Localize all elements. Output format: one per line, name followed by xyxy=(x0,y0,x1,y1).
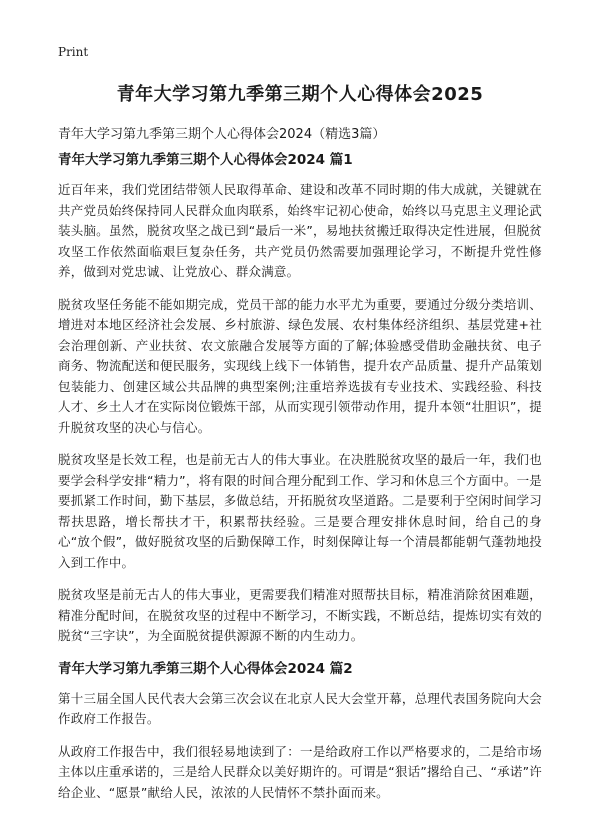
paragraph: 近百年来，我们党团结带领人民取得革命、建设和改革不同时期的伟大成就，关键就在共产党员始终保持同人民群众血肉联系，始终牢记初心使命，始终以马克思主义理论武装头脑。虽然，脱贫攻坚之战已到“最后一米”，易地扶贫搬迁取得决定性进展，但脱贫攻坚工作依然面临艰巨复杂任务，共产党员仍然需要加强理论学习，不断提升党性修养，做到对党忠诚、让党放心、群众满意。 xyxy=(58,182,542,279)
paragraph: 脱贫攻坚是长效工程，也是前无古人的伟大事业。在决胜脱贫攻坚的最后一年，我们也要学会科学安排“精力”，将有限的时间合理分配到工作、学习和休息三个方面中。一是要抓紧工作时间，勤下基层，多做总结，开拓脱贫攻坚道路。二是要利于空闲时间学习帮扶思路，增长帮扶才干，积累帮扶经验。三是要合理安排休息时间，给自己的身心“放个假”，做好脱贫攻坚的后勤保障工作，时刻保障让每一个清晨都能朝气蓬勃地投入到工作中。 xyxy=(58,452,542,570)
document-body xyxy=(58,150,542,815)
paragraph: 脱贫攻坚任务能不能如期完成，党员干部的能力水平尤为重要，要通过分级分类培训、增进对本地区经济社会发展、乡村旅游、绿色发展、农村集体经济组织、基层党建+社会治理创新、产业扶贫、农文旅融合发展等方面的了解;体验感受借助金融扶贫、电子商务、物流配送和便民服务，实现线上线下一体销售，提升农产品质量、提升产品策划包装能力、创建区域公共品牌的典型案例;注重培养选拔有专业技术、实践经验、科技人才、乡土人才在实际岗位锻炼干部，从而实现引领带动作用，提升本领“壮胆识”，提升脱贫攻坚的决心与信心。 xyxy=(58,296,542,435)
section-heading-1: 青年大学习第九季第三期个人心得体会2024 篇1 xyxy=(58,152,353,168)
section-heading-2: 青年大学习第九季第三期个人心得体会2024 篇2 xyxy=(58,660,353,677)
page-title: 青年大学习第九季第三期个人心得体会2025 xyxy=(116,84,484,105)
document-subtitle: 青年大学习第九季第三期个人心得体会2024（精选3篇） xyxy=(58,127,386,142)
paragraph: 从政府工作报告中，我们很轻易地读到了：一是给政府工作以严格要求的，二是给市场主体以庄重承诺的，三是给人民群众以美好期许的。可谓是“狠话”撂给自己、“承诺”许给企业、“愿景”献给人民，浓浓的人民情怀不禁扑面而来。 xyxy=(58,743,542,800)
paragraph: 脱贫攻坚是前无古人的伟大事业，更需要我们精准对照帮扶目标，精准消除贫困难题，精准分配时间，在脱贫攻坚的过程中不断学习，不断实践，不断总结，提炼切实有效的脱贫“三字诀”，为全面脱贫提供源源不断的内生动力。 xyxy=(58,587,542,643)
paragraph: 第十三届全国人民代表大会第三次会议在北京人民大会堂开幕，总理代表国务院向大会作政府工作报告。 xyxy=(58,690,542,726)
print-link[interactable]: Print xyxy=(58,45,89,59)
